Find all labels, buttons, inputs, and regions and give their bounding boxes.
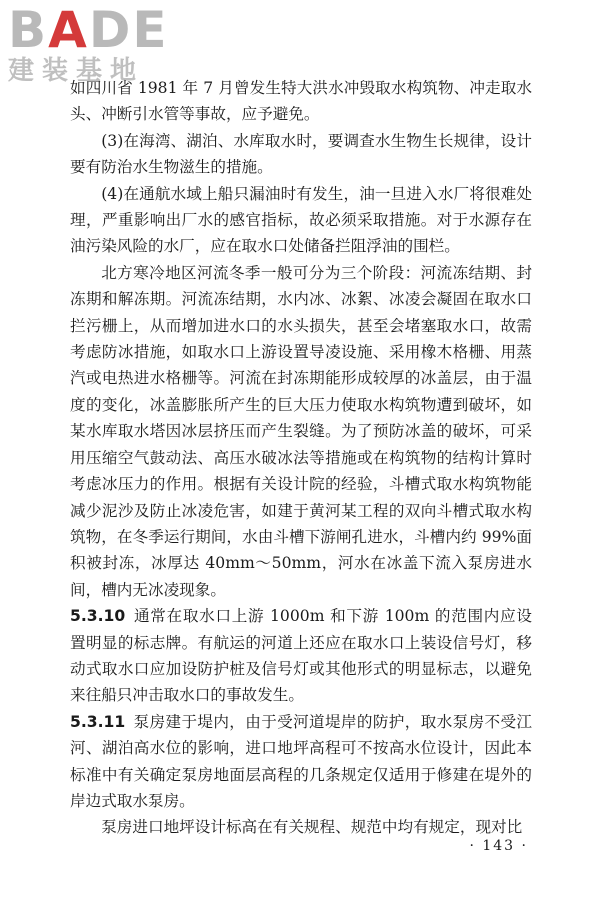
paragraph-text: 泵房进口地坪设计标高在有关规程、规范中均有规定，现对比 <box>101 818 523 837</box>
paragraph-text: 通常在取水口上游 1000m 和下游 100m 的范围内应设置明显的标志牌。有航运的河道上还应在取水口上装设信号灯，移动式取水口应加设防护桩及信号灯或其他形式的明显标志，以避免来往船只冲击取水口的事故发生。 <box>70 607 532 705</box>
watermark-brand-part: DE <box>88 1 169 59</box>
paragraph-text: (3)在海湾、湖泊、水库取水时，要调查水生物生长规律，设计要有防治水生物滋生的措施。 <box>70 131 532 177</box>
paragraph-text: 如四川省 1981 年 7 月曾发生特大洪水冲毁取水构筑物、冲走取水头、冲断引水管等事故，应予避免。 <box>70 79 532 124</box>
paragraph-text: 北方寒冷地区河流冬季一般可分为三个阶段：河流冻结期、封冻期和解冻期。河流冻结期，水内冰、冰絮、冰凌会凝固在取水口拦污栅上，从而增加进水口的水头损失，甚至会堵塞取水口，故需考虑防冰措施，如取水口上游设置导凌设施、采用橡木格栅、用蒸汽或电热进水格栅等。河流在封冻期能形成较厚的冰盖层，由于温度的变化，冰盖膨胀所产生的巨大压力使取水构筑物遭到破坏，如某水库取水塔因冰层挤压而产生裂缝。为了预防冰盖的破坏，可采用压缩空气鼓动法、高压水破冰法等措施或在构筑物的结构计算时考虑冰压力的作用。根据有关设计院的经验，斗槽式取水构筑物能减少泥沙及防止冰凌危害，如建于黄河某工程的双向斗槽式取水构筑物，在冬季运行期间，水由斗槽下游闸孔进水，斗槽内约 99%面积被封冻，冰厚达 40mm～50mm，河水在冰盖下流入泵房进水间，槽内无冰凌现象。 <box>70 263 532 599</box>
page-number: · 143 · <box>469 838 528 854</box>
watermark-brand-part: B <box>8 1 49 59</box>
clause-paragraph <box>70 709 532 815</box>
clause-paragraph <box>70 603 532 709</box>
watermark-brand-accent: A <box>48 1 89 59</box>
clause-number: 5.3.11 <box>70 712 126 731</box>
watermark-brand <box>8 1 198 59</box>
paragraph <box>70 260 532 603</box>
watermark-subtitle: 建装基地 <box>8 56 145 86</box>
clause-number: 5.3.10 <box>70 607 126 626</box>
paragraph <box>70 181 532 260</box>
paragraph-text: 泵房建于堤内，由于受河道堤岸的防护，取水泵房不受江河、湖泊高水位的影响，进口地坪高程可不按高水位设计，因此本标准中有关确定泵房地面层高程的几条规定仅适用于修建在堤外的岸边式取水泵房。 <box>70 712 532 810</box>
page-body <box>70 75 532 841</box>
paragraph <box>70 75 532 128</box>
paragraph <box>70 814 532 840</box>
bade-watermark-logo <box>8 1 198 86</box>
paragraph <box>70 128 532 181</box>
paragraph-text: (4)在通航水域上船只漏油时有发生，油一旦进入水厂将很难处理，严重影响出厂水的感官指标，故必须采取措施。对于水源存在油污染风险的水厂，应在取水口处储备拦阻浮油的围栏。 <box>70 184 532 256</box>
